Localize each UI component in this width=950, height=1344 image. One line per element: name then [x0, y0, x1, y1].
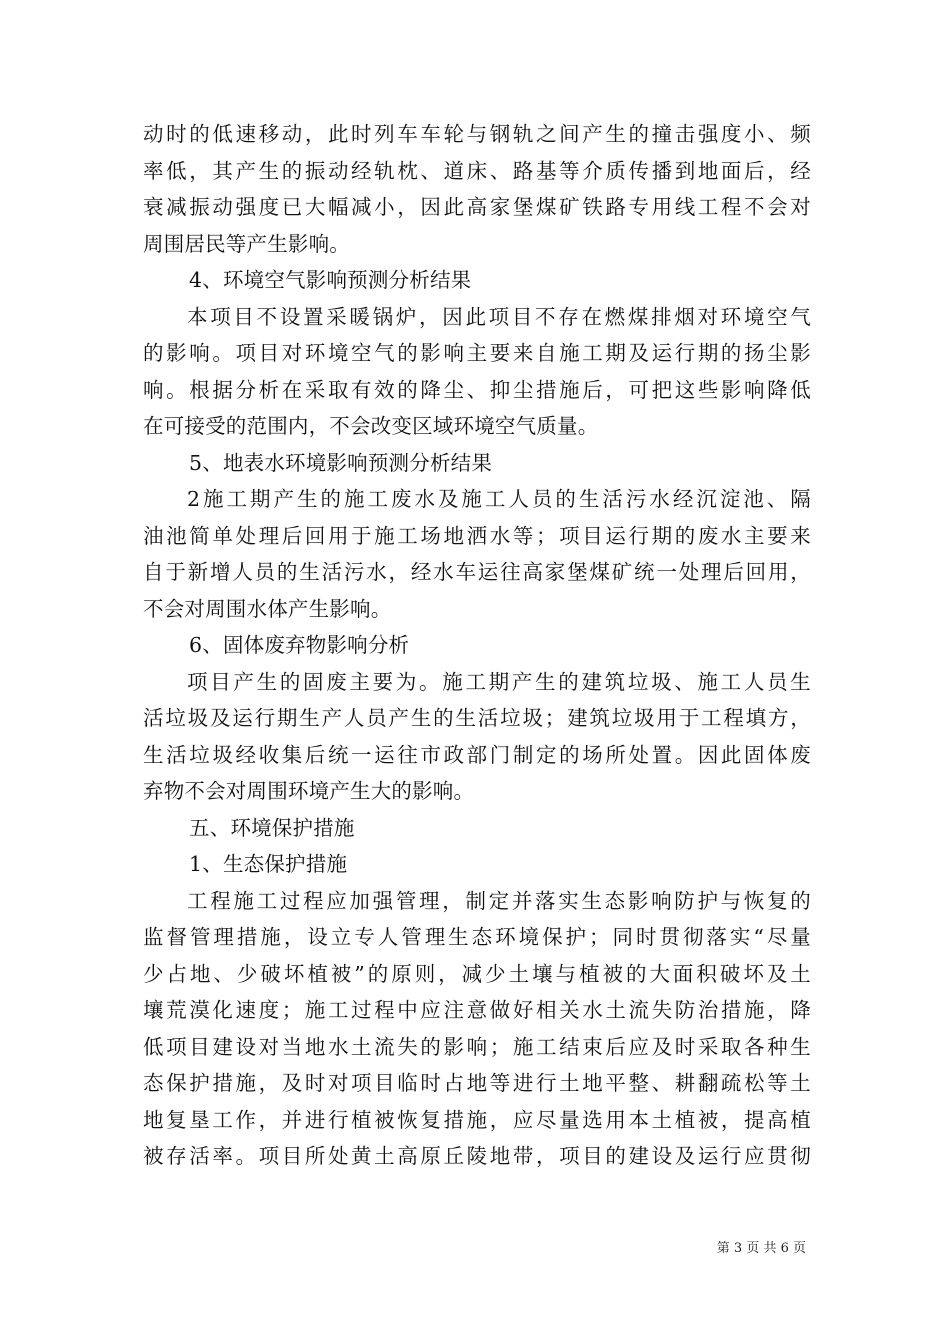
body-text — [143, 116, 811, 1175]
section-heading: 6、固体废弃物影响分析 — [189, 633, 410, 657]
text-line: 衰减振动强度已大幅减小，因此高家堡煤矿铁路专用线工程不会对 — [143, 195, 811, 219]
text-line: 油池简单处理后回用于施工场地洒水等；项目运行期的废水主要来 — [143, 523, 811, 548]
text-line: 被存活率。项目所处黄土高原丘陵地带，项目的建设及运行应贯彻 — [143, 1144, 811, 1168]
text-line: 态保护措施，及时对项目临时占地等进行土地平整、耕翻疏松等土 — [143, 1071, 811, 1095]
text-line: 的影响。项目对环境空气的影响主要来自施工期及运行期的扬尘影 — [143, 341, 811, 365]
text-line: 项目产生的固废主要为。施工期产生的建筑垃圾、施工人员生 — [187, 669, 811, 694]
section-heading: 5、地表水环境影响预测分析结果 — [189, 450, 493, 475]
text-line: 周围居民等产生影响。 — [143, 231, 350, 256]
section-heading: 4、环境空气影响预测分析结果 — [189, 268, 472, 292]
section-heading: 五、环境保护措施 — [189, 815, 355, 840]
text-line: 少占地、少破坏植被”的原则，减少土壤与植被的大面积破坏及土 — [143, 961, 811, 986]
text-line: 活垃圾及运行期生产人员产生的生活垃圾；建筑垃圾用于工程填方， — [143, 706, 811, 730]
text-line: 率低，其产生的振动经轨枕、道床、路基等介质传播到地面后，经 — [143, 158, 811, 183]
text-line: 监督管理措施，设立专人管理生态环境保护；同时贯彻落实“尽量 — [143, 925, 811, 949]
text-line: 本项目不设置采暖锅炉，因此项目不存在燃煤排烟对环境空气 — [187, 304, 811, 329]
page-number-footer: 第 3 页 共 6 页 — [716, 1241, 806, 1256]
text-line: 不会对周围水体产生影响。 — [143, 596, 392, 621]
section-heading: 1、生态保护措施 — [189, 852, 348, 876]
text-line: 生活垃圾经收集后统一运往市政部门制定的场所处置。因此固体废 — [143, 742, 811, 767]
text-line: 动时的低速移动，此时列车车轮与钢轨之间产生的撞击强度小、频 — [143, 122, 811, 146]
text-line: 在可接受的范围内，不会改变区域环境空气质量。 — [143, 414, 599, 438]
text-line: 壤荒漠化速度；施工过程中应注意做好相关水土流失防治措施，降 — [143, 998, 811, 1022]
text-line: 低项目建设对当地水土流失的影响；施工结束后应及时采取各种生 — [143, 1034, 811, 1059]
text-line: 地复垦工作，并进行植被恢复措施，应尽量选用本土植被，提高植 — [143, 1107, 811, 1132]
text-line: 弃物不会对周围环境产生大的影响。 — [143, 779, 475, 803]
text-line: 自于新增人员的生活污水，经水车运往高家堡煤矿统一处理后回用， — [143, 560, 811, 584]
text-line: 2施工期产生的施工废水及施工人员的生活污水经沉淀池、隔 — [187, 487, 811, 511]
text-line: 响。根据分析在采取有效的降尘、抑尘措施后，可把这些影响降低 — [143, 377, 811, 402]
text-line: 工程施工过程应加强管理，制定并落实生态影响防护与恢复的 — [187, 888, 811, 913]
